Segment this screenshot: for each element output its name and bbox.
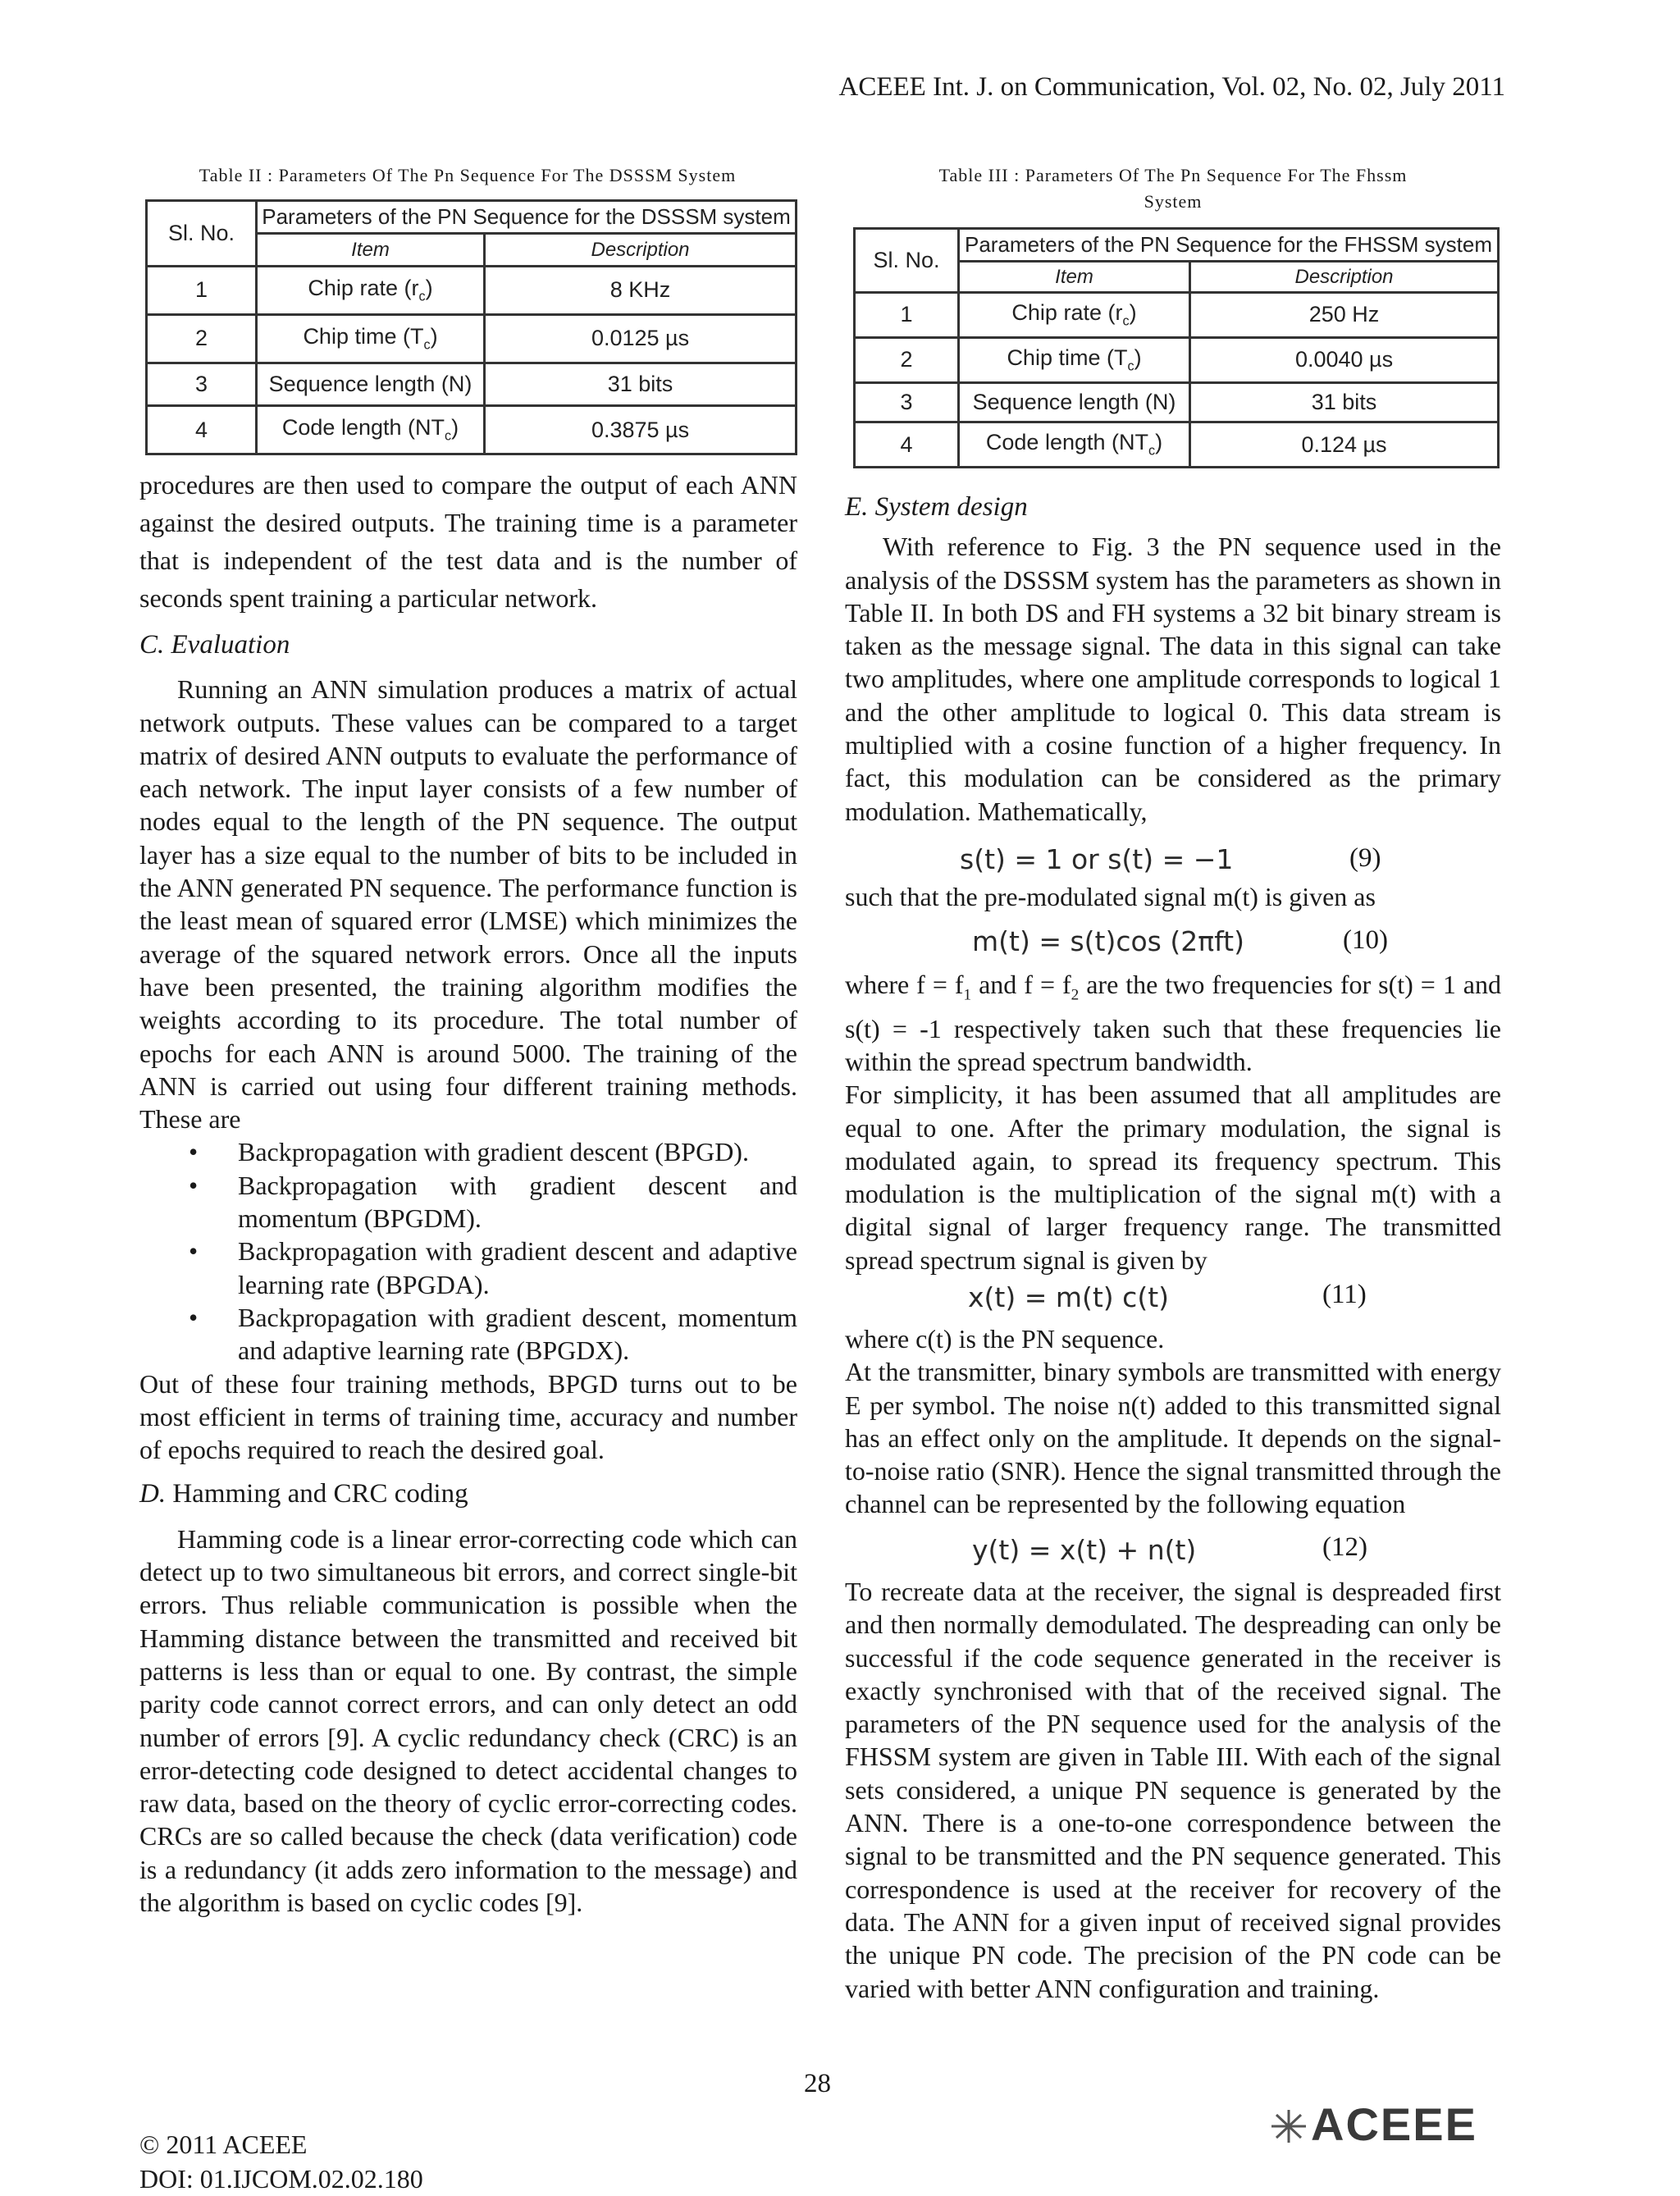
- list-item: • Backpropagation with gradient descent and momentum (BPGDM).: [238, 1169, 797, 1235]
- footer-doi: DOI: 01.IJCOM.02.02.180: [139, 2164, 423, 2194]
- table-row: [855, 293, 1499, 338]
- section-title: Hamming and CRC coding: [166, 1479, 468, 1509]
- table-3-caption: [853, 162, 1493, 215]
- table-row: [147, 363, 797, 405]
- table-header-sl-no: Sl. No.: [147, 201, 257, 267]
- paragraph: where c(t) is the PN sequence.: [845, 1324, 1165, 1354]
- table-header-item: Item: [257, 234, 485, 267]
- table-3-caption-line-1: Table III : Parameters Of The Pn Sequence For The Fhssm: [938, 165, 1408, 185]
- table-cell: 2: [855, 337, 959, 382]
- paragraph: where $f = f_1$ and $f = f_2$ are the two frequencies for s(t) = 1 and s(t) = -1 respectively taken such that these frequencies lie within the spread spectrum bandwidth.: [845, 970, 1502, 1076]
- equation-number-10: (10): [1343, 925, 1388, 955]
- table-cell: 31 bits: [1190, 382, 1499, 422]
- footer: [139, 2127, 423, 2196]
- paragraph: such that the pre-modulated signal m(t) is given as: [845, 882, 1376, 911]
- journal-header: ACEEE Int. J. on Communication, Vol. 02, No. 02, July 2011: [838, 72, 1505, 102]
- footer-copyright: © 2011 ACEEE: [139, 2130, 308, 2159]
- table-cell: Sequence length (N): [959, 382, 1190, 422]
- table-3: [853, 227, 1500, 468]
- table-cell: 0.3875 µs: [485, 406, 797, 454]
- equation-number-11: (11): [1322, 1280, 1367, 1309]
- table-row: [855, 422, 1499, 468]
- table-cell: Chip time $(T_c)$: [257, 314, 485, 363]
- table-cell: Sequence length (N): [257, 363, 485, 405]
- table-cell: 8 KHz: [485, 267, 797, 315]
- table-cell: 2: [147, 314, 257, 363]
- table-3-caption-line-2: System: [1144, 191, 1203, 212]
- section-heading-c: C. Evaluation: [139, 630, 290, 660]
- paragraph: For simplicity, it has been assumed that all amplitudes are equal to one. After the primary modulation, the signal is modulated again, to spread its frequency spectrum. This modulation is the multiplication of the signal m(t) with a digital signal of larger frequency range. The transmitted spread spectrum signal is given by: [845, 1080, 1501, 1275]
- table-cell: 1: [147, 267, 257, 315]
- table-cell: Chip rate $(r_c)$: [959, 293, 1190, 338]
- left-column: [139, 466, 797, 1919]
- page-number: 28: [804, 2069, 831, 2098]
- section-heading-d: [139, 1477, 797, 1510]
- equation-10: m(t) = s(t)cos (2πft): [972, 925, 1244, 957]
- table-header-description: Description: [485, 234, 797, 267]
- list-item: • Backpropagation with gradient descent, momentum and adaptive learning rate (BPGDX).: [238, 1301, 797, 1367]
- paragraph: Hamming code is a linear error-correcting code which can detect up to two simultaneous bit errors, and correct single-bit errors. Thus reliable communication is possible when the Hamming distance between the transmitted and received bit patterns is less than or equal to one. By contrast, the simple parity code cannot correct errors, and can only detect an odd number of errors [9]. A cyclic redundancy check (CRC) is an error-detecting code designed to detect accidental changes to raw data, based on the theory of cyclic error-correcting codes. CRCs are so called because the check (data verification) code is a redundancy (it adds zero information to the message) and the algorithm is based on cyclic codes [9].: [139, 1523, 797, 1917]
- paragraph: Running an ANN simulation produces a matrix of actual network outputs. These values can be compared to a target matrix of desired ANN outputs to evaluate the performance of each network. The input layer consists of a few number of nodes equal to the length of the PN sequence. The output layer has a size equal to the number of bits to be included in the ANN generated PN sequence. The performance function is the least mean of squared error (LMSE) which minimizes the average of the squared network errors. Once all the inputs have been presented, the training algorithm modifies the weights according to its procedure. The total number of epochs for each ANN is around 5000. The training of the ANN is carried out using four different training methods. These are: [139, 674, 797, 1135]
- table-cell: 0.0040 µs: [1190, 337, 1499, 382]
- list-item: • Backpropagation with gradient descent (BPGD).: [238, 1135, 797, 1168]
- right-column-mid-2: [845, 968, 1501, 1276]
- table-row: [855, 337, 1499, 382]
- table-row: [147, 314, 797, 363]
- paragraph: Out of these four training methods, BPGD turns out to be most efficient in terms of training time, accuracy and number of epochs required to reach the desired goal.: [139, 1368, 797, 1465]
- table-group-header: Parameters of the PN Sequence for the FHSSM system: [959, 229, 1499, 262]
- table-cell: 250 Hz: [1190, 293, 1499, 338]
- table-cell: 3: [147, 363, 257, 405]
- table-2-caption: Table II : Parameters Of The Pn Sequence For The DSSSM System: [199, 165, 737, 185]
- table-cell: 0.124 µs: [1190, 422, 1499, 468]
- list-item: • Backpropagation with gradient descent and adaptive learning rate (BPGDA).: [238, 1235, 797, 1301]
- table-header-description: Description: [1190, 262, 1499, 293]
- table-cell: 3: [855, 382, 959, 422]
- equation-11: x(t) = m(t) c(t): [968, 1281, 1170, 1313]
- right-column-top: [845, 491, 1501, 828]
- table-cell: 4: [855, 422, 959, 468]
- paragraph: At the transmitter, binary symbols are transmitted with energy E per symbol. The noise n(t) added to this transmitted signal has an effect only on the amplitude. It depends on the signal-to-noise ratio (SNR). Hence the signal transmitted through the channel can be represented by the following equation: [845, 1357, 1501, 1519]
- logo-text: ACEEE: [1311, 2098, 1477, 2150]
- table-header-item: Item: [959, 262, 1190, 293]
- table-cell: 0.0125 µs: [485, 314, 797, 363]
- table-cell: 1: [855, 293, 959, 338]
- right-column-mid-1: [845, 880, 1501, 913]
- table-row: [855, 382, 1499, 422]
- paragraph: procedures are then used to compare the output of each ANN against the desired outputs. The training time is a parameter that is independent of the test data and is the number of seconds spent training a particular network.: [139, 470, 797, 613]
- table-row: [147, 406, 797, 454]
- table-row: [147, 267, 797, 315]
- right-column-mid-3: [845, 1322, 1501, 1521]
- table-header-sl-no: Sl. No.: [855, 229, 959, 293]
- table-cell: 31 bits: [485, 363, 797, 405]
- training-methods-list: [139, 1135, 797, 1367]
- right-column-bottom: [845, 1575, 1501, 2005]
- equation-12: y(t) = x(t) + n(t): [972, 1534, 1197, 1566]
- table-cell: 4: [147, 406, 257, 454]
- section-heading-e: E. System design: [845, 492, 1028, 522]
- equation-9: s(t) = 1 or s(t) = −1: [960, 843, 1234, 875]
- paragraph: To recreate data at the receiver, the signal is despreaded first and then normally demodulated. The despreading can only be successful if the code sequence generated in the receiver is exactly synchronised with that of the received signal. The parameters of the PN sequence used for the analysis of the FHSSM system are given in Table III. With each of the signal sets considered, a unique PN sequence is generated by the ANN. There is a one-to-one correspondence between the signal to be transmitted and the PN sequence generated. This correspondence is used at the receiver for recovery of the data. The ANN for a given input of received signal provides the unique PN code. The precision of the PN code can be varied with better ANN configuration and training.: [845, 1577, 1501, 2003]
- table-cell: Code length $(NT_c)$: [257, 406, 485, 454]
- table-cell: Chip time $(T_c)$: [959, 337, 1190, 382]
- table-group-header: Parameters of the PN Sequence for the DSSSM system: [257, 201, 797, 234]
- table-2: [145, 199, 797, 455]
- aceee-logo: [1263, 2100, 1509, 2149]
- table-cell: Chip rate $(r_c)$: [257, 267, 485, 315]
- table-cell: Code length $(NT_c)$: [959, 422, 1190, 468]
- paragraph: With reference to Fig. 3 the PN sequence used in the analysis of the DSSSM system has the parameters as shown in Table II. In both DS and FH systems a 32 bit binary stream is taken as the message signal. The data in this signal can take two amplitudes, where one amplitude corresponds to logical 1 and the other amplitude to logical 0. This data stream is multiplied with a cosine function of a higher frequency. In fact, this modulation can be considered as the primary modulation. Mathematically,: [845, 532, 1501, 826]
- section-letter: D.: [139, 1479, 167, 1509]
- equation-number-12: (12): [1322, 1532, 1367, 1562]
- equation-number-9: (9): [1349, 843, 1381, 873]
